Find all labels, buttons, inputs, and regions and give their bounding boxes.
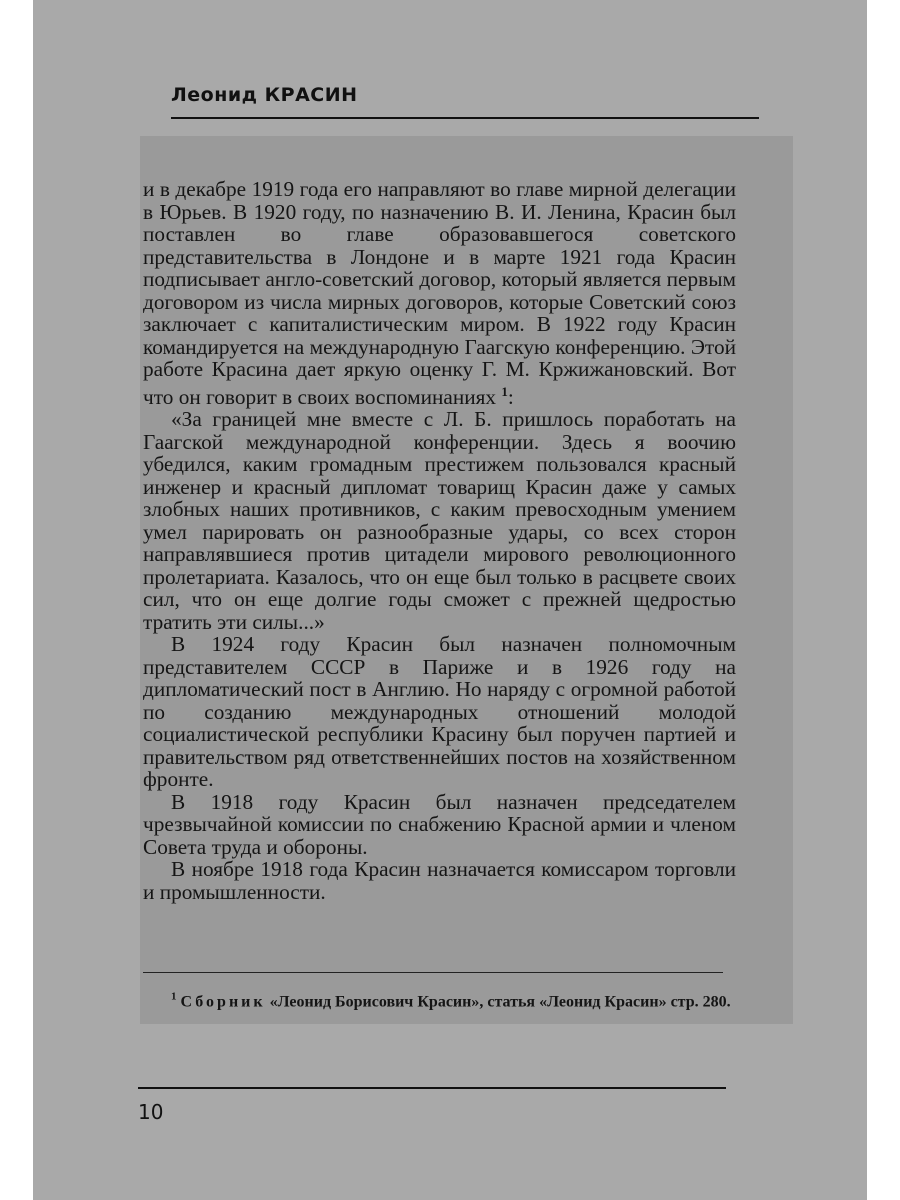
paragraph-4: В 1918 году Красин был назначен председателем чрезвычайной комиссии по снабжению Красной армии и членом Совета труда и обороны. (143, 789, 736, 859)
footer-rule (138, 1087, 726, 1089)
reference-colon: : (507, 384, 514, 409)
footnote-reference: 1 (501, 383, 508, 399)
body-text (143, 178, 736, 903)
paragraph-1-text: и в декабре 1919 года его направляют во главе мирной делегации в Юрьев. В 1920 году, по назначению В. И. Ленина, Красин был поставлен во главе образовавшегося советского представительства в Лондоне и в марте 1921 года Красин подписывает англо-советский договор, который является первым договором из числа мирных договоров, которые Советский союз заключает с капиталистическим миром. В 1922 году Красин командируется на международную Гаагскую конференцию. Этой работе Красина дает яркую оценку Г. М. Кржижановский. Вот что он говорит в своих воспоминаниях (143, 177, 736, 409)
paragraph-5: В ноябре 1918 года Красин назначается комиссаром торговли и промышленности. (143, 857, 736, 904)
footnote-marker-wrap (143, 993, 177, 1010)
header-rule (171, 117, 759, 119)
paragraph-1 (143, 178, 736, 408)
footnote (143, 988, 736, 1011)
footnote-rule (143, 972, 723, 973)
paragraph-2-quote: «За границей мне вместе с Л. Б. пришлось поработать на Гаагской международной конференции. Здесь я воочию убедился, каким громадным престижем пользовался красный инженер и красный дипломат товарищ Красин даже у самых злобных наших противников, с каким превосходным умением умел парировать он разнообразные удары, со всех сторон направлявшиеся против цитадели мирового революционного пролетариата. Казалось, что он еще был только в расцвете своих сил, что он еще долгие годы сможет с прежней щедростью тратить эти силы...» (143, 407, 736, 634)
footnote-text: «Леонид Борисович Красин», статья «Леонид Красин» стр. 280. (265, 993, 731, 1011)
running-head: Леонид КРАСИН (171, 84, 358, 106)
page-number: 10 (138, 1100, 164, 1124)
paragraph-3: В 1924 году Красин был назначен полномочным представителем СССР в Париже и в 1926 году на дипломатический пост в Англию. Но наряду с огромной работой по созданию международных отношений молодой социалистической республики Красину был поручен партией и правительством ряд ответственнейших постов на хозяйственном фронте. (143, 632, 736, 792)
footnote-spaced-word: Сборник (180, 993, 266, 1011)
footnote-marker: 1 (171, 991, 177, 1003)
